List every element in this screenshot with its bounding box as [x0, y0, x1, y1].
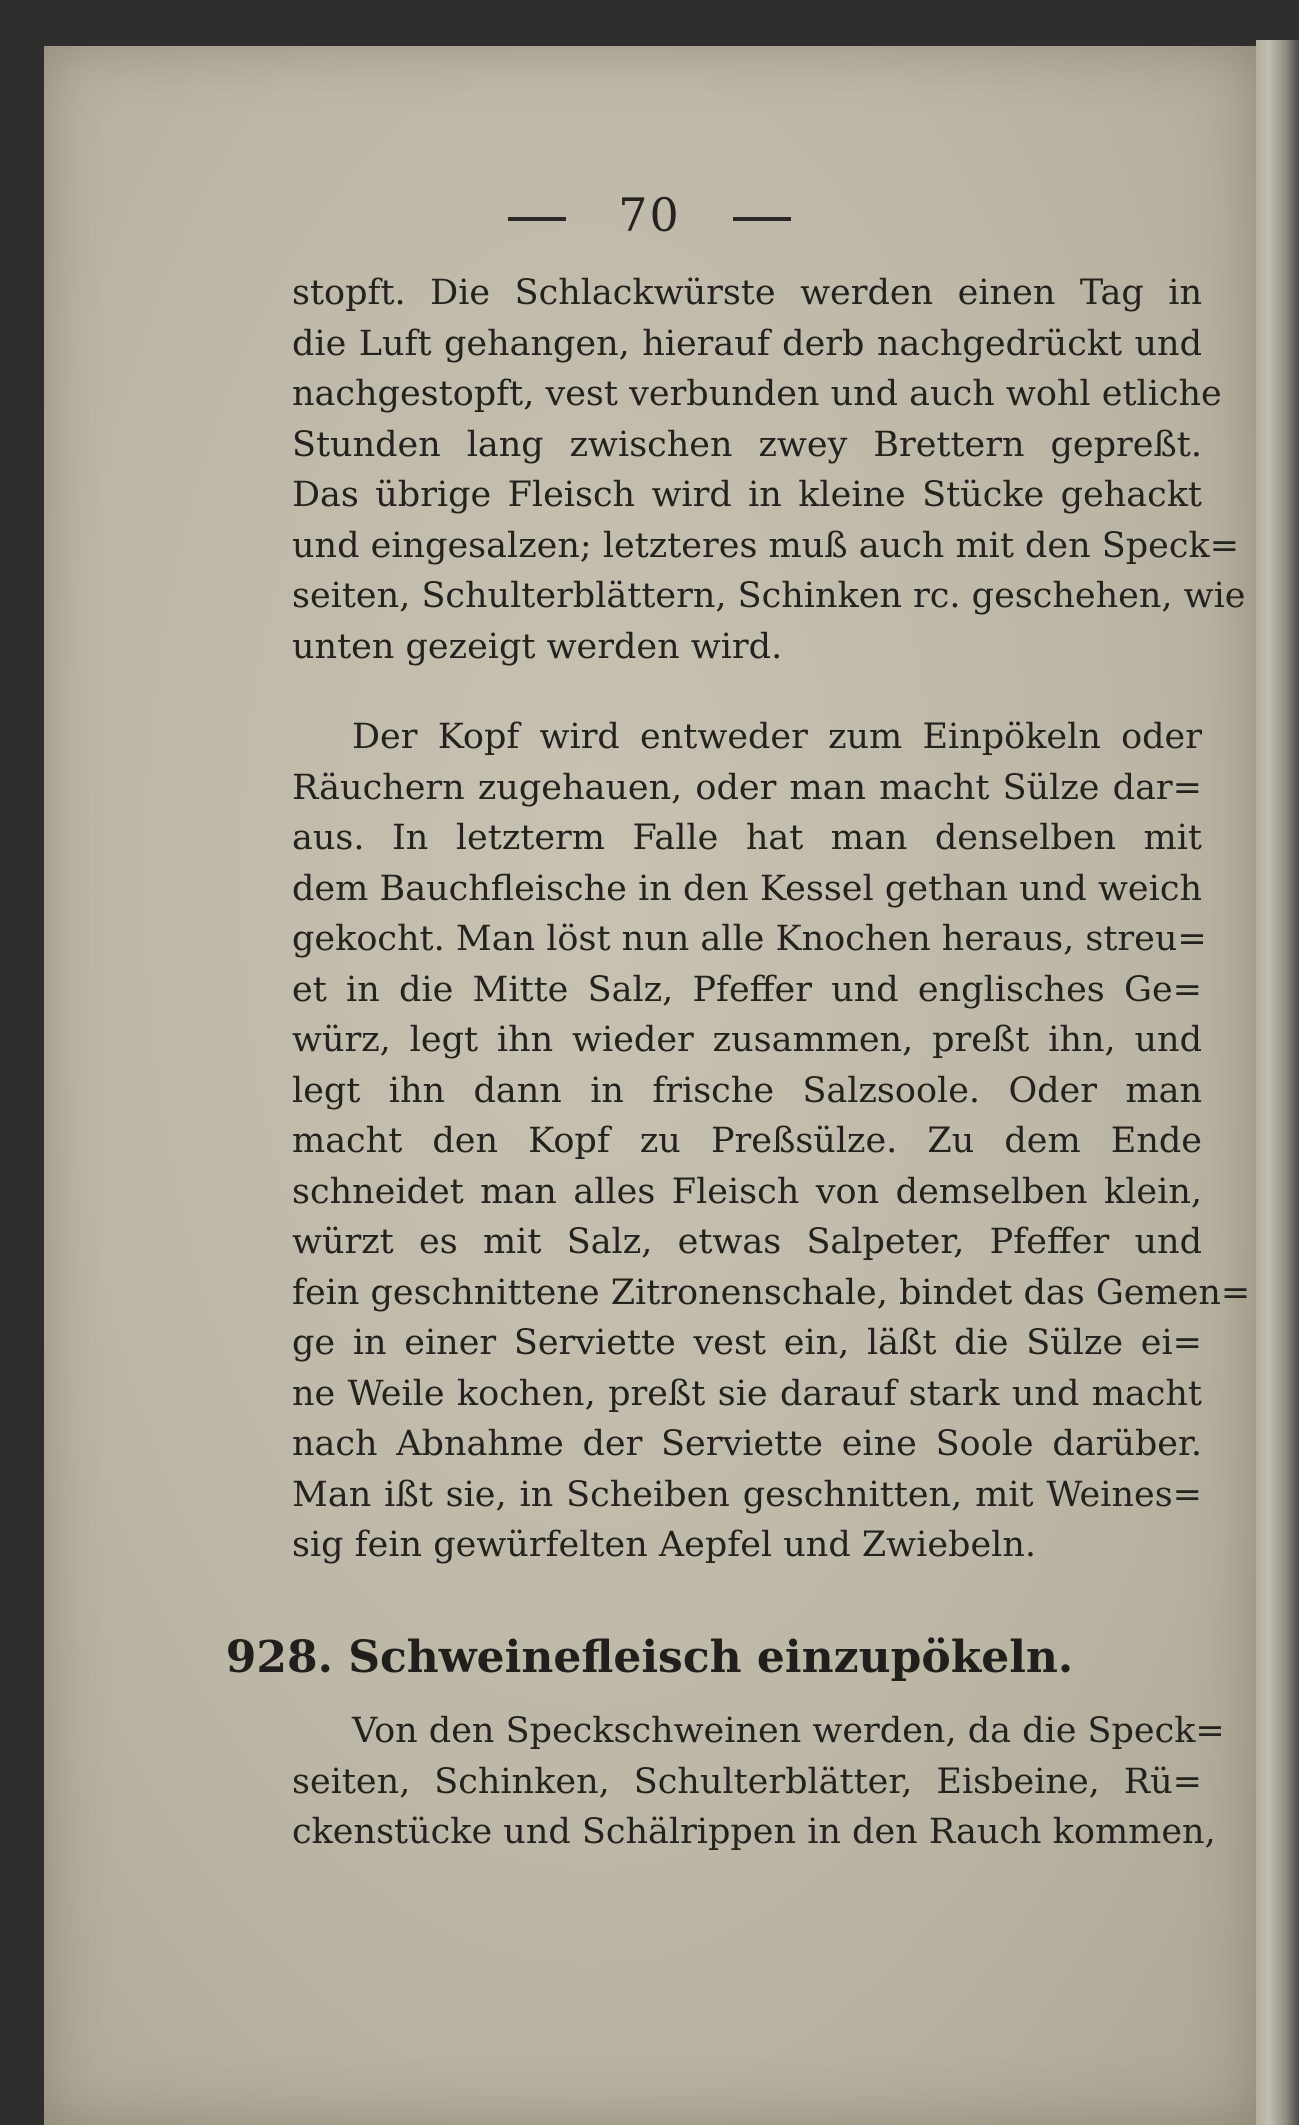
text-line: Stunden lang zwischen zwey Brettern gepreßt. — [292, 424, 1202, 465]
text-line: würzt es mit Salz, etwas Salpeter, Pfeffer und — [292, 1222, 1202, 1262]
text-line: die Luft gehangen, hierauf derb nachgedrückt und — [292, 323, 1202, 364]
text-line: fein geschnittene Zitronenschale, bindet das Gemen= — [292, 1272, 1251, 1313]
text-line: Von den Speckschweinen werden, da die Speck= — [352, 1711, 1225, 1751]
text-line: seiten, Schulterblättern, Schinken rc. geschehen, wie — [292, 576, 1246, 616]
text-line: unten gezeigt werden wird. — [292, 626, 783, 667]
page-edge — [1256, 40, 1299, 2125]
text-line: nach Abnahme der Serviette eine Soole darüber. — [292, 1424, 1202, 1464]
text-line: und eingesalzen; letzteres muß auch mit den Speck= — [292, 525, 1240, 566]
text-line: seiten, Schinken, Schulterblätter, Eisbeine, Rü= — [292, 1761, 1202, 1802]
text-line: nachgestopft, vest verbunden und auch wohl etliche — [292, 374, 1222, 414]
section-title: 928. Schweinefleisch einzupökeln. — [225, 1632, 1074, 1683]
page-header — [0, 188, 1299, 242]
text-line: Das übrige Fleisch wird in kleine Stücke gehackt — [292, 475, 1202, 515]
text-line: würz, legt ihn wieder zusammen, preßt ihn, und — [292, 1020, 1202, 1060]
paragraph-1 — [292, 268, 1246, 672]
text-line: ckenstücke und Schälrippen in den Rauch kommen, — [292, 1812, 1216, 1852]
paragraph-2 — [292, 712, 1251, 1571]
paragraph-3 — [292, 1706, 1225, 1858]
text-line: aus. In letzterm Falle hat man denselben mit — [292, 818, 1202, 858]
text-line: gekocht. Man löst nun alle Knochen heraus, streu= — [292, 919, 1207, 959]
text-line: et in die Mitte Salz, Pfeffer und englisches Ge= — [292, 969, 1202, 1010]
header-dash-left — [508, 217, 566, 221]
header-dash-right — [733, 217, 791, 221]
text-line: Der Kopf wird entweder zum Einpökeln oder — [352, 717, 1202, 757]
text-line: Man ißt sie, in Scheiben geschnitten, mit Weines= — [292, 1474, 1202, 1515]
text-line: ge in einer Serviette vest ein, läßt die Sülze ei= — [292, 1323, 1202, 1363]
text-line: legt ihn dann in frische Salzsoole. Oder man — [292, 1070, 1202, 1111]
text-line: stopft. Die Schlackwürste werden einen Tag in — [292, 273, 1202, 313]
text-line: schneidet man alles Fleisch von demselben klein, — [292, 1171, 1202, 1212]
text-line: dem Bauchfleische in den Kessel gethan und weich — [292, 868, 1202, 909]
page-number: 70 — [618, 188, 681, 242]
text-line: ne Weile kochen, preßt sie darauf stark und macht — [292, 1373, 1202, 1414]
text-line: Räuchern zugehauen, oder man macht Sülze dar= — [292, 767, 1202, 808]
text-line: sig fein gewürfelten Aepfel und Zwiebeln. — [292, 1525, 1037, 1565]
text-line: macht den Kopf zu Preßsülze. Zu dem Ende — [292, 1121, 1202, 1161]
